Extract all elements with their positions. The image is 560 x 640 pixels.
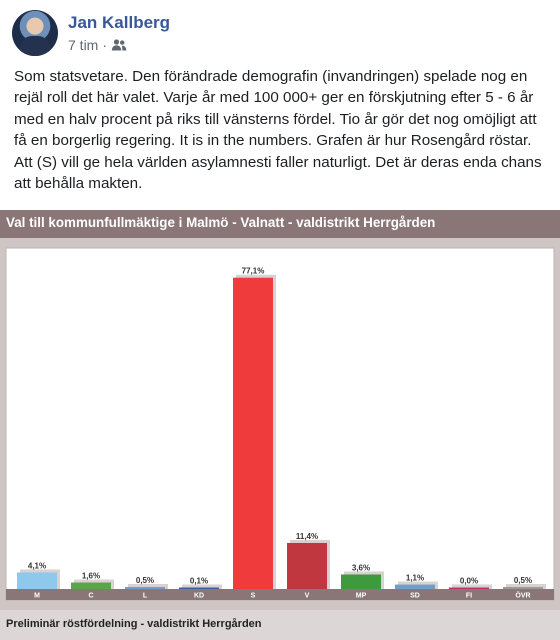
- bar-m: [17, 572, 57, 589]
- bar-chart: [0, 238, 560, 610]
- data-label: 0,0%: [459, 576, 479, 586]
- category-label: ÖVR: [515, 592, 531, 600]
- bar-c: [71, 583, 111, 589]
- chart-footer: [0, 610, 560, 640]
- meta-separator: ·: [102, 37, 108, 53]
- data-label: 1,1%: [405, 573, 425, 583]
- bar-sd: [395, 585, 435, 589]
- post-header: [12, 10, 548, 60]
- data-label: 0,5%: [135, 575, 155, 585]
- data-label: 1,6%: [81, 571, 101, 581]
- bar-övr: [503, 587, 543, 589]
- data-label: 0,1%: [189, 576, 209, 586]
- category-label: V: [304, 592, 310, 600]
- friends-icon[interactable]: [111, 38, 127, 52]
- chart-title-bar: [0, 210, 560, 238]
- category-label: KD: [193, 592, 205, 600]
- category-label: FI: [465, 592, 473, 600]
- author-name-link[interactable]: Jan Kallberg: [68, 13, 171, 32]
- category-label: SD: [410, 592, 420, 600]
- data-label: 0,5%: [513, 575, 533, 585]
- chart-attachment[interactable]: [0, 210, 560, 640]
- category-label: MP: [355, 592, 367, 600]
- category-label: L: [142, 592, 148, 600]
- chart-footer-text: Preliminär röstfördelning - valdistrikt Herrgården: [6, 618, 262, 630]
- post-timestamp[interactable]: 7 tim: [68, 37, 99, 53]
- plot-area: [6, 248, 554, 600]
- category-label: C: [88, 592, 94, 600]
- category-label: S: [250, 592, 256, 600]
- bar-s: [233, 278, 273, 589]
- bar-v: [287, 543, 327, 589]
- author-avatar[interactable]: [12, 10, 58, 56]
- data-label: 11,4%: [295, 531, 319, 541]
- data-label: 3,6%: [351, 563, 371, 573]
- bar-kd: [179, 588, 219, 590]
- data-label: 4,1%: [27, 561, 47, 571]
- bar-fi: [449, 588, 489, 590]
- bar-l: [125, 587, 165, 589]
- post-meta: [68, 37, 127, 53]
- category-label: M: [34, 592, 40, 600]
- bar-mp: [341, 574, 381, 589]
- post-body-text: Som statsvetare. Den förändrade demografin (invandringen) spelade nog en rejäl roll det här valet. Varje år med 100 000+ ger en förskjutning efter 5 - 6 år med en halv procent på riks till vänsterns fördel. Tio år gör det nog omöjligt att få en borgerlig regering. It is in the numbers. Grafen är hur Rosengård röstar. Att (S) vill ge hela världen asylamnesti faller naturligt. Det är deras enda chans att behålla makten.: [14, 68, 542, 193]
- chart-title: Val till kommunfullmäktige i Malmö - Valnatt - valdistrikt Herrgården: [6, 215, 436, 230]
- data-label: 77,1%: [241, 266, 265, 276]
